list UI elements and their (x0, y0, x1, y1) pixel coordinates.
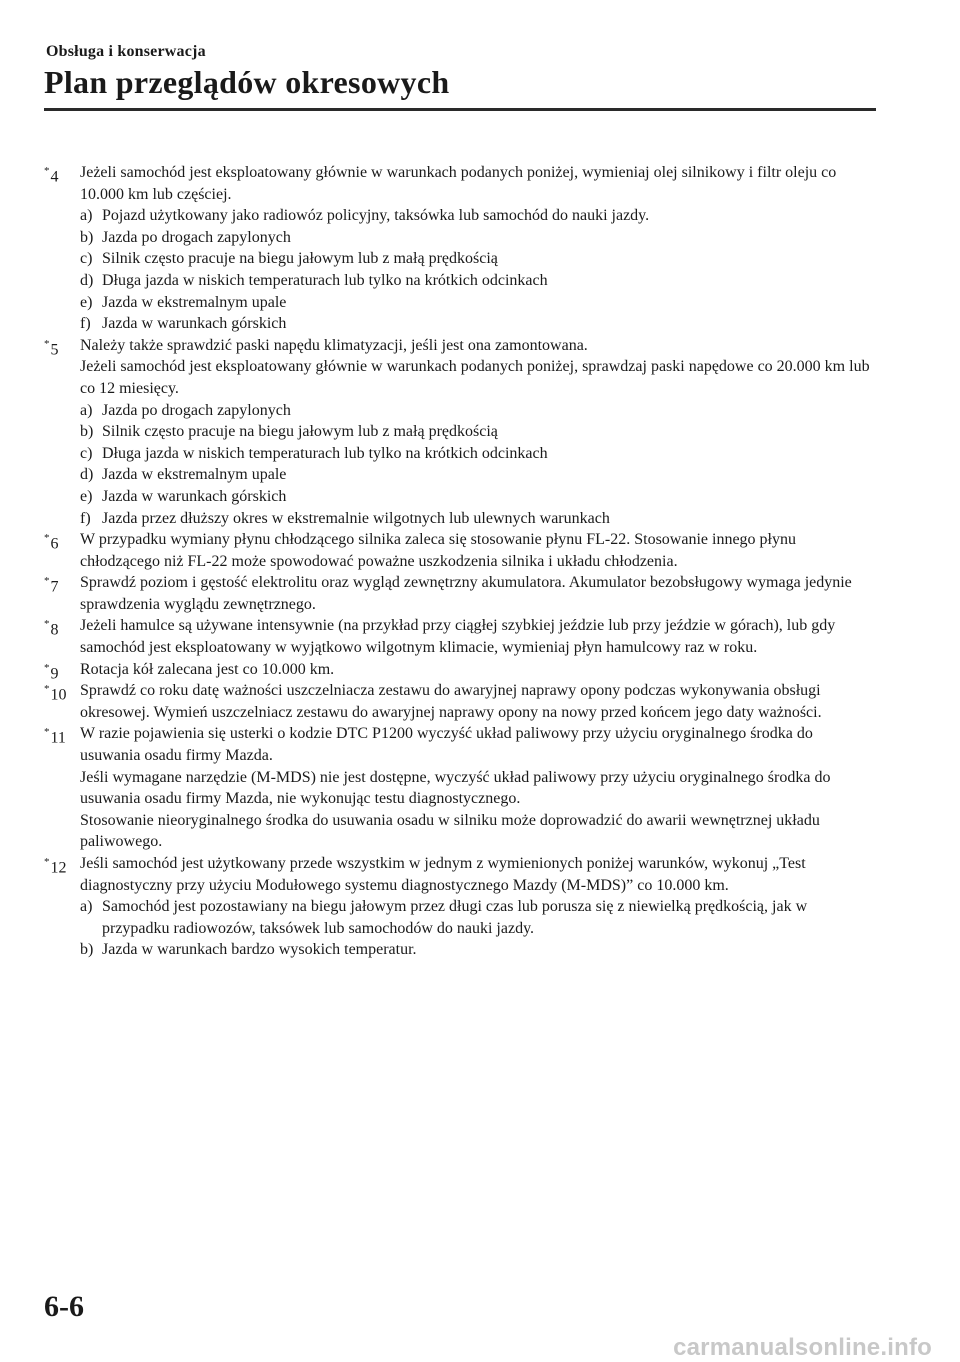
list-item-letter: a) (80, 207, 93, 225)
footnote-text: Stosowanie nieoryginalnego środka do usuwania osadu w silniku może doprowadzić do awarii wewnętrznej układu paliwowego. (80, 811, 820, 851)
footnote-text: Jeżeli samochód jest eksploatowany głównie w warunkach podanych poniżej, wymieniaj olej silnikowy i filtr oleju co 10.000 km lub częściej. (80, 164, 837, 203)
footnote-number: 6 (50, 535, 59, 553)
footnote-marker (44, 572, 59, 598)
asterisk-mark: * (44, 683, 50, 696)
footnote-number: 12 (50, 859, 67, 877)
footnote-marker (44, 335, 59, 361)
list-item (80, 205, 874, 227)
list-item-letter: b) (80, 423, 94, 441)
list-item-letter: c) (80, 444, 93, 462)
footnote-6 (44, 529, 874, 572)
footnote-text: Rotacja kół zalecana jest co 10.000 km. (80, 660, 335, 678)
footnote-9 (44, 659, 874, 681)
asterisk-mark: * (44, 165, 50, 177)
list-item (80, 400, 874, 422)
list-item-text: Silnik często pracuje na biegu jałowym lub z małą prędkością (102, 423, 498, 441)
asterisk-mark: * (44, 618, 50, 631)
list-item-text: Jazda w ekstremalnym upale (102, 466, 287, 484)
list-item (80, 508, 874, 530)
footnote-text: Jeżeli samochód jest eksploatowany głównie w warunkach podanych poniżej, sprawdzaj paski napędowe co 20.000 km lub co 12 miesięcy. (80, 358, 870, 397)
list-item-letter: c) (80, 250, 93, 268)
list-item-letter: a) (80, 401, 93, 419)
footnote-10 (44, 680, 874, 723)
list-item (80, 248, 874, 270)
list-item (80, 421, 874, 443)
list-item-text: Długa jazda w niskich temperaturach lub tylko na krótkich odcinkach (102, 271, 548, 289)
list-item (80, 292, 874, 314)
footnote-number: 7 (50, 578, 59, 596)
footnote-marker (44, 680, 67, 706)
footnote-number: 11 (50, 729, 66, 747)
footnote-12 (44, 853, 874, 961)
watermark: carmanualsonline.info (673, 1334, 932, 1361)
page-number: 6-6 (44, 1290, 84, 1323)
list-item (80, 939, 874, 961)
list-item-letter: f) (80, 315, 91, 333)
list-item-text: Samochód jest pozostawiany na biegu jałowym przez długi czas lub porusza się z niewielką prędkością, jak w przypadku radiowozów, taksówek lub samochodów do nauki jazdy. (102, 898, 808, 937)
list-item-text: Silnik często pracuje na biegu jałowym lub z małą prędkością (102, 250, 498, 268)
asterisk-mark: * (44, 856, 50, 868)
footnote-text: Należy także sprawdzić paski napędu klimatyzacji, jeśli jest ona zamontowana. (80, 336, 588, 354)
list-item (80, 313, 874, 335)
footnote-text: W przypadku wymiany płynu chłodzącego silnika zaleca się stosowanie płynu FL-22. Stosowanie innego płynu chłodzącego niż FL-22 może spowodować poważne uszkodzenia silnika i układu chłodzenia. (80, 531, 796, 570)
list-item (80, 443, 874, 465)
footnote-marker (44, 723, 66, 749)
footnotes-list (44, 162, 874, 961)
list-item-text: Pojazd użytkowany jako radiowóz policyjny, taksówka lub samochód do nauki jazdy. (102, 207, 650, 225)
footnote-number: 5 (50, 341, 59, 359)
list-item-text: Jazda przez dłuższy okres w ekstremalnie wilgotnych lub ulewnych warunkach (102, 509, 610, 527)
footnote-marker (44, 529, 59, 555)
asterisk-mark: * (44, 532, 50, 545)
footnote-marker (44, 853, 67, 879)
footnote-marker (44, 615, 59, 641)
list-item (80, 464, 874, 486)
list-item-letter: e) (80, 293, 93, 311)
footnote-text: Sprawdź poziom i gęstość elektrolitu oraz wygląd zewnętrzny akumulatora. Akumulator bezobsługowy wymaga jedynie sprawdzenia wyglądu zewnętrznego. (80, 574, 852, 613)
asterisk-mark: * (44, 661, 50, 674)
footnote-7 (44, 572, 874, 615)
footnote-8 (44, 615, 874, 658)
footnote-marker (44, 162, 59, 188)
footnote-number: 9 (50, 664, 59, 682)
list-item-text: Jazda w warunkach górskich (102, 315, 287, 333)
footnote-11 (44, 723, 874, 853)
list-item-text: Jazda w warunkach górskich (102, 487, 287, 505)
footnote-number: 8 (50, 621, 59, 639)
footnote-number: 10 (50, 686, 67, 704)
footnote-text: Jeżeli hamulce są używane intensywnie (na przykład przy ciągłej szybkiej jeździe lub przy jeździe w górach), lub gdy samochód jest eksploatowany w wyjątkowo wilgotnym klimacie, wymieniaj płyn hamulcowy raz w roku. (80, 617, 836, 657)
list-item (80, 486, 874, 508)
section-label: Obsługa i konserwacja (46, 43, 206, 60)
footnote-text: Jeśli samochód jest użytkowany przede wszystkim w jednym z wymienionych poniżej warunków, wykonuj „Test diagnostyczny przy użyciu Modułowego systemu diagnostycznego Mazdy (M-MDS)” co 10.000 km. (80, 855, 806, 894)
list-item-letter: d) (80, 271, 94, 289)
page-title: Plan przeglądów okresowych (44, 64, 450, 100)
footnote-text: Sprawdź co roku datę ważności uszczelniacza zestawu do awaryjnej naprawy opony podczas wykonywania obsługi okresowej. Wymień uszczelniacz zestawu do awaryjnej naprawy opony na nowy przed końcem jego daty ważności. (80, 682, 822, 721)
asterisk-mark: * (44, 575, 50, 588)
list-item-letter: a) (80, 898, 93, 916)
list-item-text: Jazda po drogach zapylonych (102, 401, 291, 419)
footnote-5 (44, 335, 874, 529)
list-item-letter: b) (80, 228, 94, 246)
list-item-letter: b) (80, 941, 94, 959)
list-item-letter: d) (80, 466, 94, 484)
list-item-text: Jazda po drogach zapylonych (102, 228, 291, 246)
list-item-text: Jazda w warunkach bardzo wysokich temperatur. (102, 941, 417, 959)
list-item-text: Jazda w ekstremalnym upale (102, 293, 287, 311)
list-item-letter: e) (80, 487, 93, 505)
asterisk-mark: * (44, 726, 50, 739)
title-divider (44, 108, 876, 111)
footnote-text: W razie pojawienia się usterki o kodzie DTC P1200 wyczyść układ paliwowy przy użyciu oryginalnego środka do usuwania osadu firmy Mazda. (80, 725, 813, 765)
list-item-text: Długa jazda w niskich temperaturach lub tylko na krótkich odcinkach (102, 444, 548, 462)
list-item (80, 270, 874, 292)
list-item (80, 896, 874, 939)
footnote-number: 4 (50, 168, 59, 186)
asterisk-mark: * (44, 337, 50, 350)
footnote-4 (44, 162, 874, 335)
list-item-letter: f) (80, 509, 91, 527)
footnote-text: Jeśli wymagane narzędzie (M-MDS) nie jest dostępne, wyczyść układ paliwowy przy użyciu oryginalnego środka do usuwania osadu firmy Mazda, nie wykonując testu diagnostycznego. (80, 768, 831, 808)
list-item (80, 227, 874, 249)
